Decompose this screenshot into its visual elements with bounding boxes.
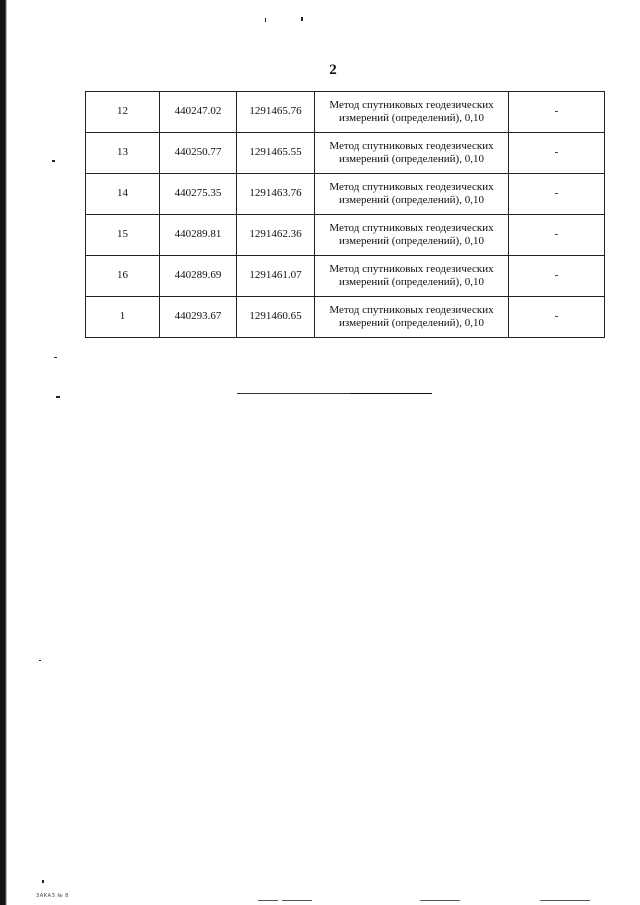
y-coordinate-cell: 1291460.65 [237, 297, 315, 338]
method-cell [315, 256, 509, 297]
scan-speck [54, 357, 57, 358]
note-cell: - [509, 215, 605, 256]
table-row [86, 297, 605, 338]
scan-speck [52, 160, 55, 162]
method-text: Метод спутниковых геодезических измерений (определений), 0,10 [329, 98, 494, 124]
scan-bottom-line [420, 900, 460, 901]
scan-left-edge [0, 0, 7, 905]
point-number-cell: 12 [86, 92, 160, 133]
page-number: 2 [329, 62, 337, 78]
y-coordinate-cell: 1291461.07 [237, 256, 315, 297]
end-of-document-rule [237, 393, 432, 394]
table-row [86, 215, 605, 256]
scan-bottom-line [258, 900, 278, 901]
table-row [86, 256, 605, 297]
point-number-cell: 16 [86, 256, 160, 297]
y-coordinate-cell: 1291465.55 [237, 133, 315, 174]
table-row [86, 92, 605, 133]
method-cell [315, 174, 509, 215]
x-coordinate-cell: 440250.77 [160, 133, 237, 174]
x-coordinate-cell: 440289.81 [160, 215, 237, 256]
method-text: Метод спутниковых геодезических измерений (определений), 0,10 [329, 180, 494, 206]
method-cell [315, 133, 509, 174]
note-cell: - [509, 92, 605, 133]
scan-speck [42, 880, 44, 883]
scan-bottom-line [540, 900, 590, 901]
scan-speck [265, 18, 266, 22]
scan-speck [39, 660, 41, 661]
x-coordinate-cell: 440275.35 [160, 174, 237, 215]
y-coordinate-cell: 1291463.76 [237, 174, 315, 215]
point-number-cell: 1 [86, 297, 160, 338]
note-cell: - [509, 256, 605, 297]
x-coordinate-cell: 440293.67 [160, 297, 237, 338]
method-cell [315, 92, 509, 133]
point-number-cell: 15 [86, 215, 160, 256]
coordinates-table [85, 91, 605, 338]
method-text: Метод спутниковых геодезических измерений (определений), 0,10 [329, 221, 494, 247]
note-cell: - [509, 133, 605, 174]
table-row [86, 133, 605, 174]
x-coordinate-cell: 440289.69 [160, 256, 237, 297]
x-coordinate-cell: 440247.02 [160, 92, 237, 133]
note-cell: - [509, 174, 605, 215]
scan-speck [301, 17, 303, 21]
y-coordinate-cell: 1291462.36 [237, 215, 315, 256]
method-text: Метод спутниковых геодезических измерений (определений), 0,10 [329, 262, 494, 288]
footer-stamp: ЗАКАЗ № 8 [36, 893, 69, 899]
table-row [86, 174, 605, 215]
y-coordinate-cell: 1291465.76 [237, 92, 315, 133]
rule-bold-segment [350, 393, 432, 395]
point-number-cell: 13 [86, 133, 160, 174]
note-cell: - [509, 297, 605, 338]
point-number-cell: 14 [86, 174, 160, 215]
scan-speck [56, 396, 60, 398]
method-text: Метод спутниковых геодезических измерений (определений), 0,10 [329, 139, 494, 165]
method-cell [315, 215, 509, 256]
scan-bottom-line [282, 900, 312, 901]
method-cell [315, 297, 509, 338]
method-text: Метод спутниковых геодезических измерений (определений), 0,10 [329, 303, 494, 329]
